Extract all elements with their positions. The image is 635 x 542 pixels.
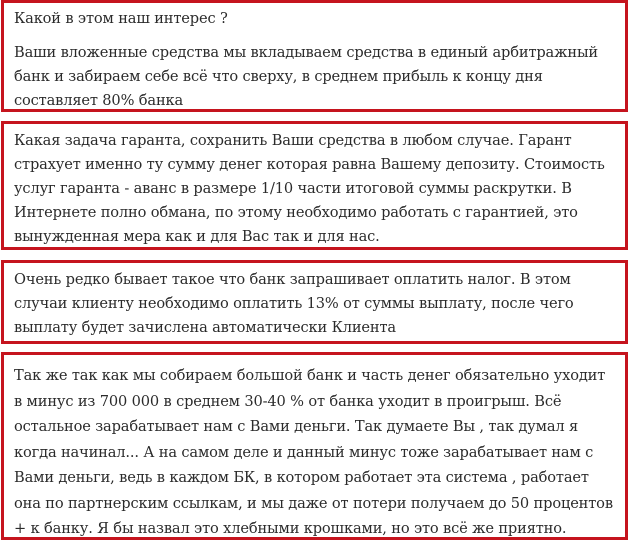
guarantor-text: Какая задача гаранта, сохранить Ваши средства в любом случае. Гарант страхует именно ту сумму денег которая равна Вашему депозиту. Стоимость услуг гаранта - аванс в размере 1/10 части итоговой суммы раскрутки. В Интернете полно обмана, по этому необходимо работать с гарантией, это вынужденная мера как и для Вас так и для нас. <box>14 132 605 245</box>
interest-question: Какой в этом наш интерес ? <box>14 10 228 27</box>
guarantor-block <box>1 121 628 250</box>
loss-block <box>1 352 628 540</box>
tax-block <box>1 260 628 344</box>
interest-block <box>1 0 628 112</box>
tax-text: Очень редко бывает такое что банк запрашивает оплатить налог. В этом случаи клиенту необходимо оплатить 13% от суммы выплату, после чего выплату будет зачислена автоматически Клиента <box>14 271 574 336</box>
interest-text: Ваши вложенные средства мы вкладываем средства в единый арбитражный банк и забираем себе всё что сверху, в среднем прибыль к концу дня составляет 80% банка <box>14 44 599 109</box>
loss-text: Так же так как мы собираем большой банк и часть денег обязательно уходит в минус из 700 000 в среднем 30-40 % от банка уходит в проигрыш. Всё остальное зарабатывает нам с Вами деньги. Так думаете Вы , так думал я когда начинал... А на самом деле и данный минус тоже зарабатывает нам с Вами деньги, ведь в каждом БК, в котором работает эта система , работает она по партнерским ссылкам, и мы даже от потери получаем до 50 процентов + к банку. Я бы назвал это хлебными крошками, но это всё же приятно. <box>14 367 613 537</box>
